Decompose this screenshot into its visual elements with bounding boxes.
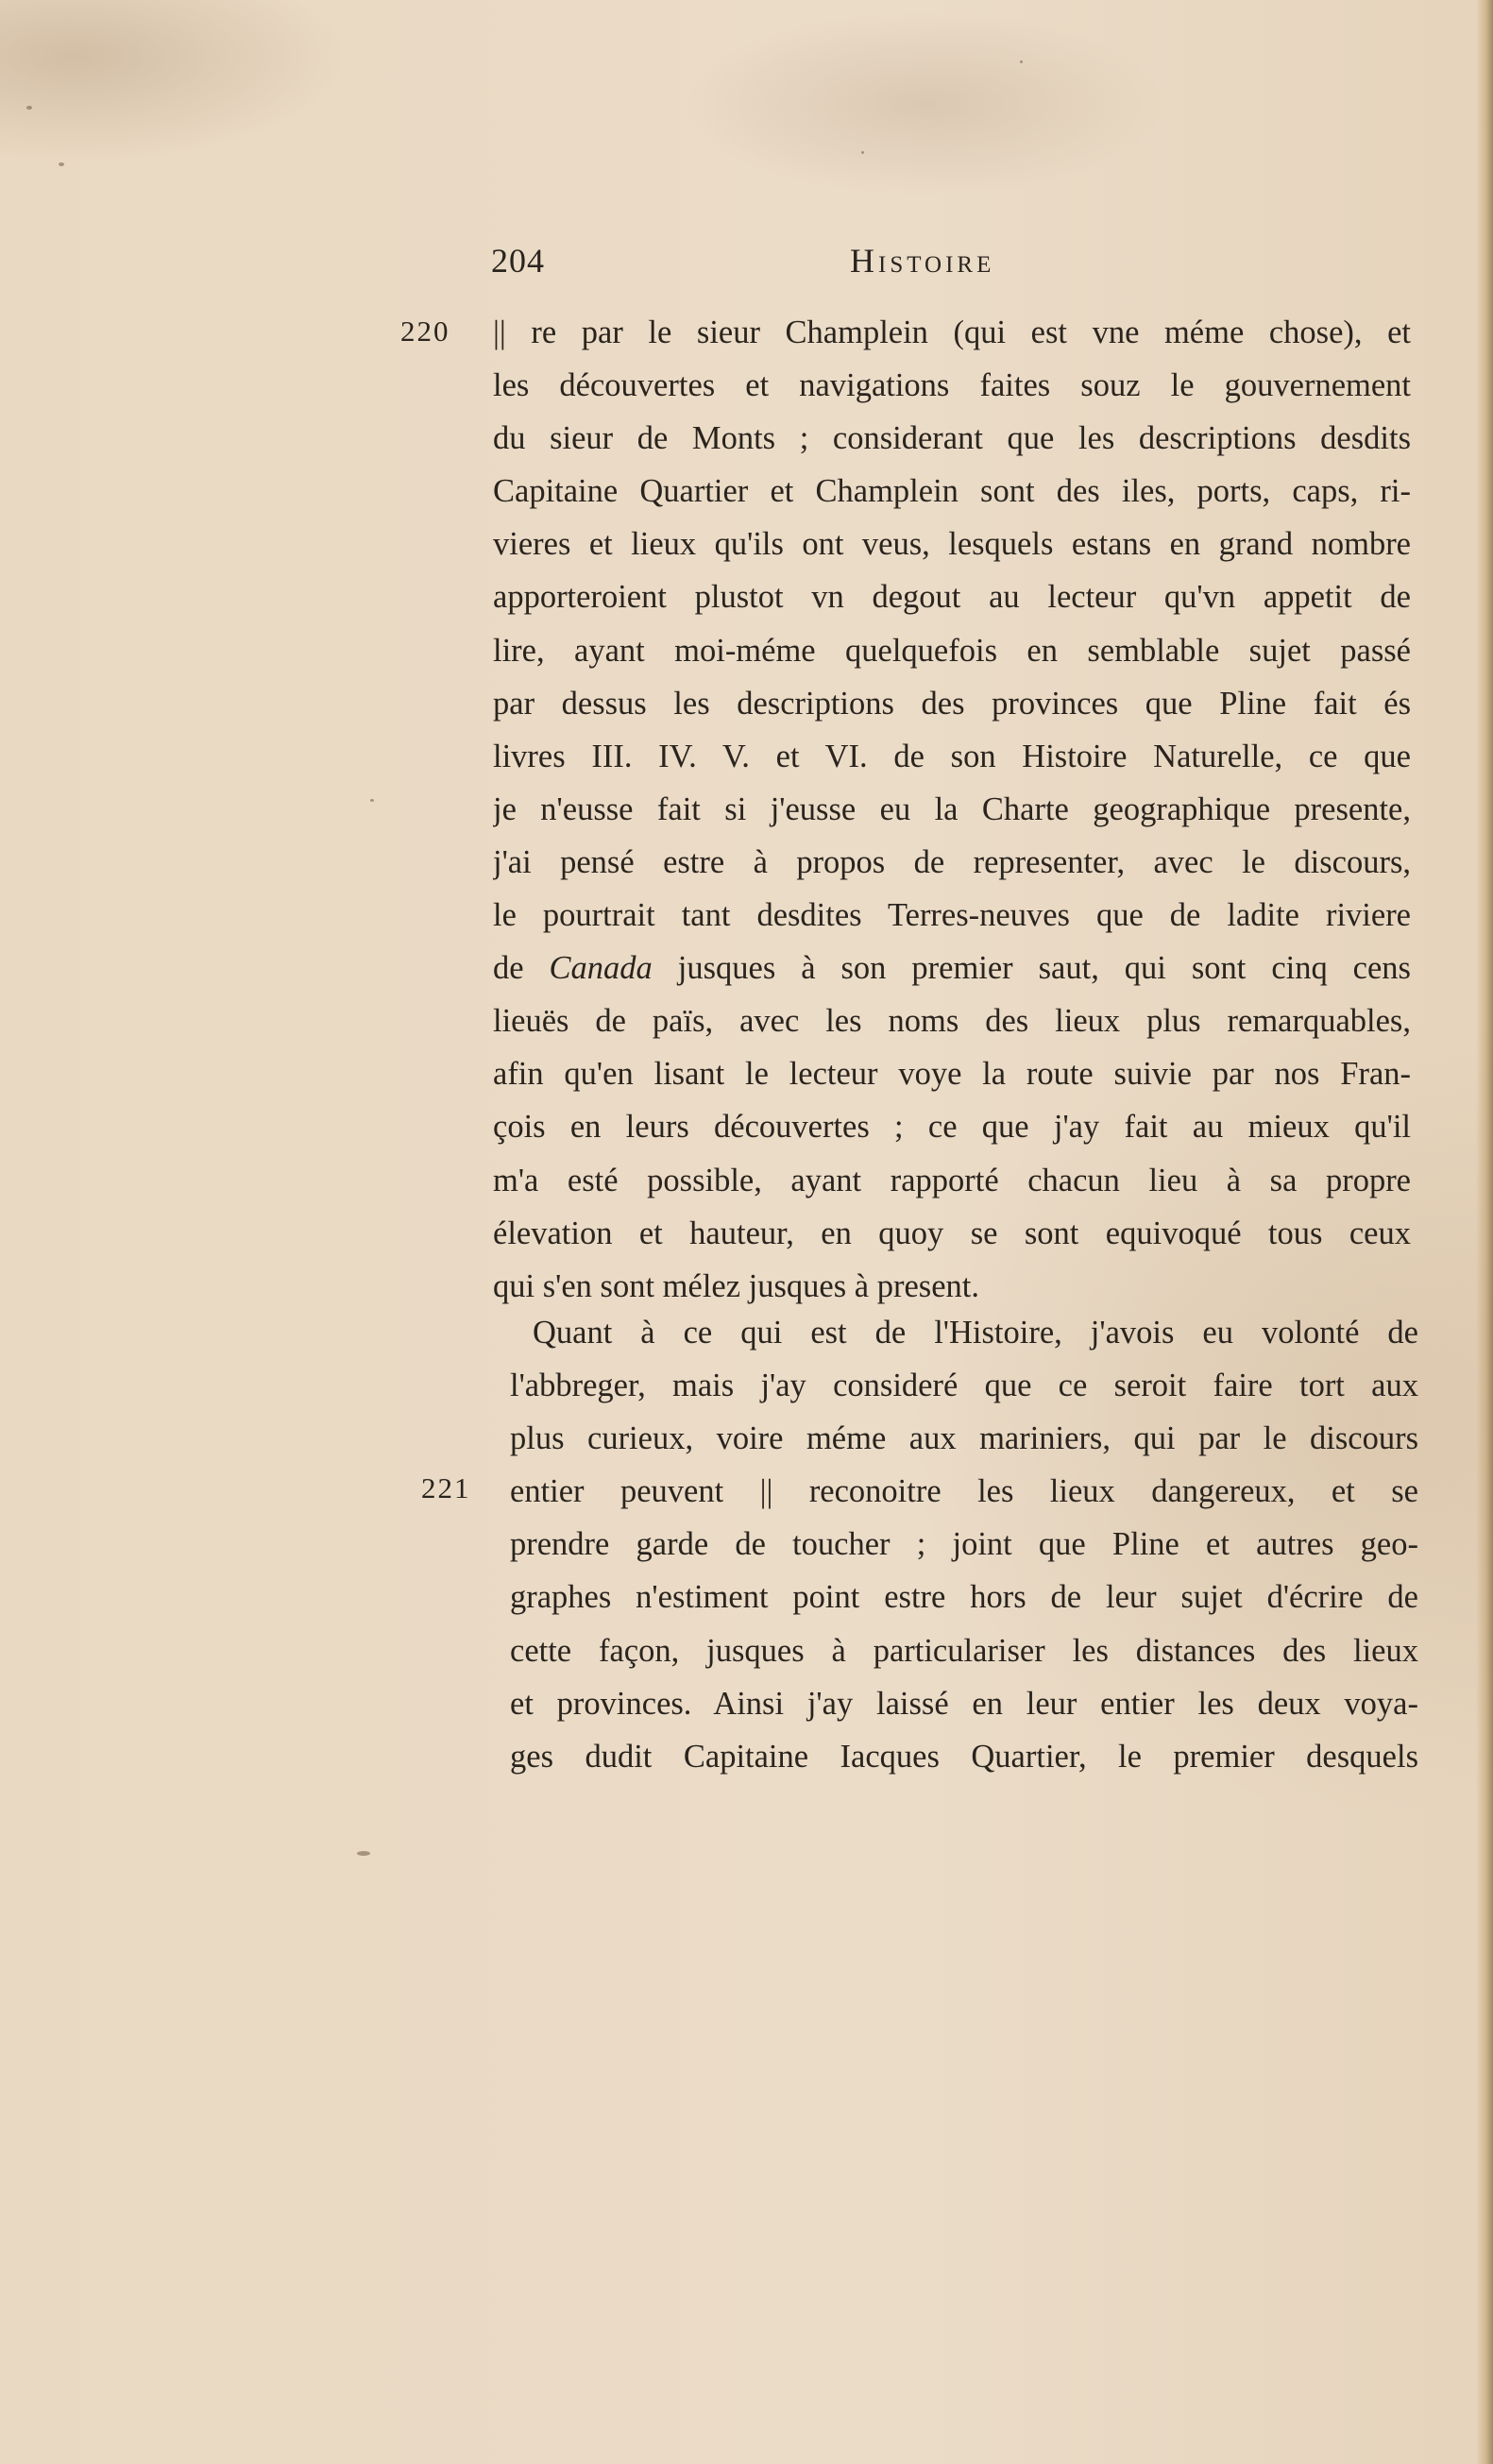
text-line: Capitaine Quartier et Champlein sont des iles, ports, caps, ri- [493,473,1411,510]
text-line: élevation et hauteur, en quoy se sont equivoqué tous ceux [493,1215,1411,1251]
text-line-last: qui s'en sont mélez jusques à present. [493,1267,979,1304]
text-line: par dessus les descriptions des provinces que Pline fait és [493,685,1411,722]
paper-speck [59,162,64,166]
paragraph-1 [493,306,1411,1313]
margin-note-220: 220 [400,314,450,348]
text-line: m'a esté possible, ayant rapporté chacun lieu à sa propre [493,1162,1411,1198]
paragraph-2 [510,1306,1418,1783]
text-line: livres III. IV. V. et VI. de son Histoire Naturelle, ce que [493,738,1411,774]
text-line: prendre garde de toucher ; joint que Pline et autres geo- [510,1526,1418,1563]
page-header [491,241,1039,288]
page-edge-shadow [1476,0,1493,2464]
text-line: les découvertes et navigations faites souz le gouvernement [493,367,1411,404]
paper-speck [357,1851,370,1856]
text-line: Quant à ce qui est de l'Histoire, j'avois eu volonté de [533,1315,1418,1351]
text-line: je n'eusse fait si j'eusse eu la Charte geographique presente, [493,790,1411,827]
text-line: de Canada jusques à son premier saut, qui sont cinq cens [493,950,1411,987]
text-line: ges dudit Capitaine Iacques Quartier, le premier desquels [510,1738,1418,1775]
running-title: Histoire [850,242,995,280]
margin-note-221: 221 [421,1471,471,1504]
paper-speck [26,106,32,110]
text-line: || re par le sieur Champlein (qui est vne méme chose), et [493,314,1411,350]
text-line: graphes n'estiment point estre hors de leur sujet d'écrire de [510,1579,1418,1616]
text-line: apporteroient plustot vn degout au lecteur qu'vn appetit de [493,579,1411,616]
text-line: l'abbreger, mais j'ay consideré que ce seroit faire tort aux [510,1368,1418,1404]
text-line: lieuës de païs, avec les noms des lieux plus remarquables, [493,1003,1411,1040]
text-line: du sieur de Monts ; considerant que les descriptions desdits [493,420,1411,457]
text-line: entier peuvent || reconoitre les lieux dangereux, et se [510,1473,1418,1510]
text-line: lire, ayant moi-méme quelquefois en semblable sujet passé [493,632,1411,669]
page-number: 204 [491,242,545,280]
paper-speck [1020,60,1023,63]
text-line: plus curieux, voire méme aux mariniers, qui par le discours [510,1420,1418,1457]
text-line: j'ai pensé estre à propos de representer, avec le discours, [493,843,1411,880]
text-line: et provinces. Ainsi j'ay laissé en leur entier les deux voya- [510,1685,1418,1722]
paper-speck [370,799,374,802]
text-line: cette façon, jusques à particulariser les distances des lieux [510,1632,1418,1669]
text-line: le pourtrait tant desdites Terres-neuves que de ladite riviere [493,897,1411,934]
text-line: afin qu'en lisant le lecteur voye la route suivie par nos Fran- [493,1056,1411,1093]
text-line: vieres et lieux qu'ils ont veus, lesquels estans en grand nombre [493,526,1411,563]
paper-speck [861,151,864,154]
text-line: çois en leurs découvertes ; ce que j'ay fait au mieux qu'il [493,1109,1411,1146]
